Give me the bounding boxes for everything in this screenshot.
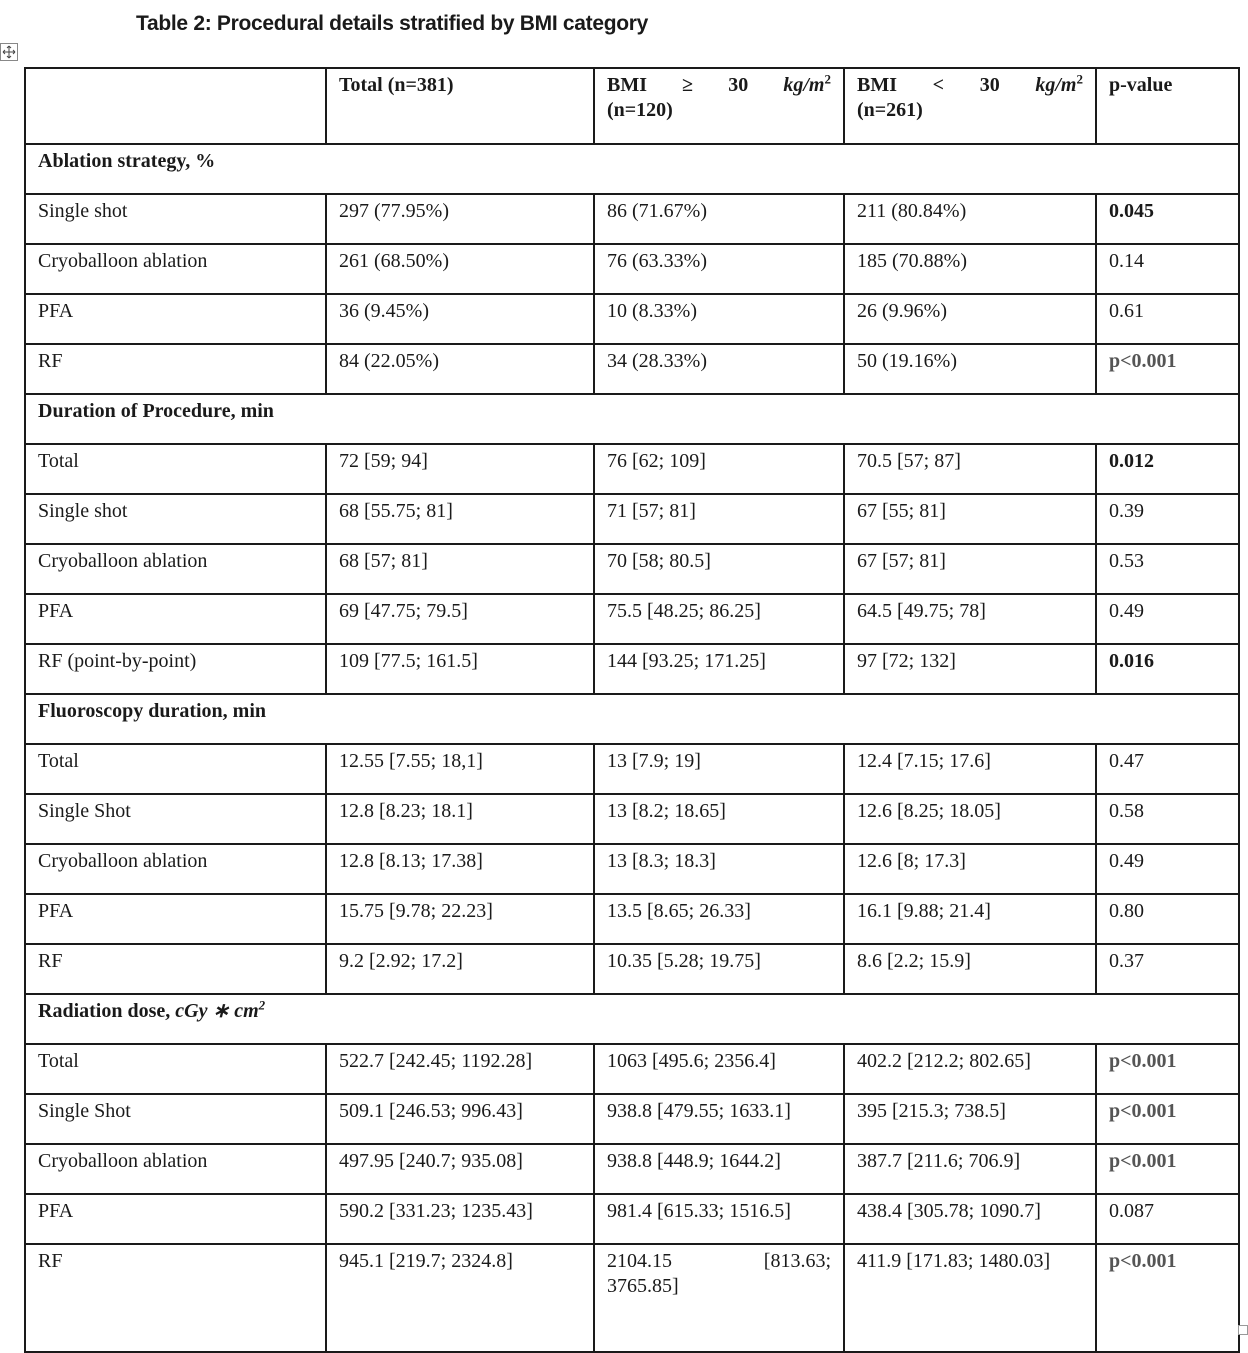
cell-bmi-low: 395 [215.3; 738.5] xyxy=(844,1094,1096,1144)
table-row xyxy=(25,894,1239,944)
table-row xyxy=(25,1094,1239,1144)
section-title: Radiation dose, cGy ∗ $cm^2$ xyxy=(25,994,1239,1044)
section-row xyxy=(25,694,1239,744)
table-resize-handle[interactable] xyxy=(1238,1325,1248,1335)
section-title: Ablation strategy, % xyxy=(25,144,1239,194)
row-label: PFA xyxy=(25,594,326,644)
cell-total: 12.55 [7.55; 18,1] xyxy=(326,744,594,794)
section-row xyxy=(25,994,1239,1044)
table-row xyxy=(25,244,1239,294)
table-header-row xyxy=(25,68,1239,144)
cell-bmi-low: 185 (70.88%) xyxy=(844,244,1096,294)
cell-bmi-low: 411.9 [171.83; 1480.03] xyxy=(844,1244,1096,1352)
cell-total: 522.7 [242.45; 1192.28] xyxy=(326,1044,594,1094)
cell-total: 261 (68.50%) xyxy=(326,244,594,294)
header-pvalue: p-value xyxy=(1096,68,1239,144)
cell-bmi-low: 402.2 [212.2; 802.65] xyxy=(844,1044,1096,1094)
cell-total: 84 (22.05%) xyxy=(326,344,594,394)
cell-bmi-high: 10 (8.33%) xyxy=(594,294,844,344)
cell-total: 72 [59; 94] xyxy=(326,444,594,494)
cell-pvalue: 0.37 xyxy=(1096,944,1239,994)
cell-bmi-low: 438.4 [305.78; 1090.7] xyxy=(844,1194,1096,1244)
cell-bmi-low: 387.7 [211.6; 706.9] xyxy=(844,1144,1096,1194)
cell-bmi-high: 2104.15 [813.63; 3765.85] xyxy=(594,1244,844,1352)
table-move-handle-icon[interactable] xyxy=(0,43,18,61)
cell-total: 69 [47.75; 79.5] xyxy=(326,594,594,644)
cell-total: 590.2 [331.23; 1235.43] xyxy=(326,1194,594,1244)
cell-pvalue: p<0.001 xyxy=(1096,344,1239,394)
cell-pvalue: 0.39 xyxy=(1096,494,1239,544)
cell-bmi-high: 86 (71.67%) xyxy=(594,194,844,244)
row-label: Cryoballoon ablation xyxy=(25,844,326,894)
cell-bmi-high: 938.8 [448.9; 1644.2] xyxy=(594,1144,844,1194)
header-empty-cell xyxy=(25,68,326,144)
cell-total: 945.1 [219.7; 2324.8] xyxy=(326,1244,594,1352)
row-label: Single shot xyxy=(25,194,326,244)
table-row xyxy=(25,294,1239,344)
table-row xyxy=(25,594,1239,644)
table-row xyxy=(25,1244,1239,1352)
cell-total: 509.1 [246.53; 996.43] xyxy=(326,1094,594,1144)
cell-bmi-high: 10.35 [5.28; 19.75] xyxy=(594,944,844,994)
row-label: PFA xyxy=(25,1194,326,1244)
row-label: Single Shot xyxy=(25,1094,326,1144)
cell-bmi-high: 144 [93.25; 171.25] xyxy=(594,644,844,694)
cell-bmi-high: 13.5 [8.65; 26.33] xyxy=(594,894,844,944)
cell-bmi-low: 64.5 [49.75; 78] xyxy=(844,594,1096,644)
cell-total: 12.8 [8.23; 18.1] xyxy=(326,794,594,844)
cell-bmi-low: 211 (80.84%) xyxy=(844,194,1096,244)
row-label: Cryoballoon ablation xyxy=(25,1144,326,1194)
cell-bmi-low: 67 [57; 81] xyxy=(844,544,1096,594)
cell-total: 15.75 [9.78; 22.23] xyxy=(326,894,594,944)
cell-bmi-high: 76 (63.33%) xyxy=(594,244,844,294)
table-row xyxy=(25,1194,1239,1244)
table-row xyxy=(25,644,1239,694)
cell-pvalue: 0.58 xyxy=(1096,794,1239,844)
cell-bmi-high: 75.5 [48.25; 86.25] xyxy=(594,594,844,644)
cell-bmi-high: 71 [57; 81] xyxy=(594,494,844,544)
table-row xyxy=(25,494,1239,544)
row-label: PFA xyxy=(25,294,326,344)
cell-total: 297 (77.95%) xyxy=(326,194,594,244)
table-row xyxy=(25,844,1239,894)
row-label: RF xyxy=(25,344,326,394)
cell-pvalue: 0.49 xyxy=(1096,594,1239,644)
section-row xyxy=(25,144,1239,194)
section-row xyxy=(25,394,1239,444)
cell-bmi-low: 12.4 [7.15; 17.6] xyxy=(844,744,1096,794)
cell-bmi-low: 70.5 [57; 87] xyxy=(844,444,1096,494)
table-row xyxy=(25,1044,1239,1094)
cell-bmi-high: 1063 [495.6; 2356.4] xyxy=(594,1044,844,1094)
cell-bmi-low: 97 [72; 132] xyxy=(844,644,1096,694)
cell-total: 12.8 [8.13; 17.38] xyxy=(326,844,594,894)
row-label: Total xyxy=(25,1044,326,1094)
cell-bmi-high: 13 [7.9; 19] xyxy=(594,744,844,794)
row-label: Total xyxy=(25,744,326,794)
cell-pvalue: 0.087 xyxy=(1096,1194,1239,1244)
cell-bmi-low: 50 (19.16%) xyxy=(844,344,1096,394)
cell-pvalue: 0.61 xyxy=(1096,294,1239,344)
cell-bmi-low: 26 (9.96%) xyxy=(844,294,1096,344)
cell-bmi-high: 981.4 [615.33; 1516.5] xyxy=(594,1194,844,1244)
cell-pvalue: 0.53 xyxy=(1096,544,1239,594)
cell-bmi-high: 938.8 [479.55; 1633.1] xyxy=(594,1094,844,1144)
table-row xyxy=(25,744,1239,794)
cell-pvalue: 0.016 xyxy=(1096,644,1239,694)
header-bmi-high: BMI ≥ 30 $kg/m^2$ (n=120) xyxy=(594,68,844,144)
section-title: Fluoroscopy duration, min xyxy=(25,694,1239,744)
section-title: Duration of Procedure, min xyxy=(25,394,1239,444)
cell-pvalue: 0.49 xyxy=(1096,844,1239,894)
cell-pvalue: p<0.001 xyxy=(1096,1094,1239,1144)
cell-pvalue: 0.012 xyxy=(1096,444,1239,494)
cell-total: 68 [55.75; 81] xyxy=(326,494,594,544)
cell-pvalue: p<0.001 xyxy=(1096,1044,1239,1094)
cell-total: 497.95 [240.7; 935.08] xyxy=(326,1144,594,1194)
row-label: RF (point-by-point) xyxy=(25,644,326,694)
table-row xyxy=(25,544,1239,594)
cell-bmi-low: 67 [55; 81] xyxy=(844,494,1096,544)
cell-bmi-high: 76 [62; 109] xyxy=(594,444,844,494)
cell-total: 109 [77.5; 161.5] xyxy=(326,644,594,694)
table-row xyxy=(25,444,1239,494)
cell-bmi-low: 12.6 [8; 17.3] xyxy=(844,844,1096,894)
cell-bmi-high: 70 [58; 80.5] xyxy=(594,544,844,594)
row-label: Cryoballoon ablation xyxy=(25,244,326,294)
cell-total: 68 [57; 81] xyxy=(326,544,594,594)
procedural-details-table xyxy=(24,67,1240,1353)
cell-pvalue: 0.045 xyxy=(1096,194,1239,244)
cell-pvalue: 0.14 xyxy=(1096,244,1239,294)
cell-total: 9.2 [2.92; 17.2] xyxy=(326,944,594,994)
cell-bmi-high: 34 (28.33%) xyxy=(594,344,844,394)
cell-total: 36 (9.45%) xyxy=(326,294,594,344)
row-label: Single shot xyxy=(25,494,326,544)
cell-pvalue: 0.80 xyxy=(1096,894,1239,944)
row-label: RF xyxy=(25,944,326,994)
cell-pvalue: p<0.001 xyxy=(1096,1244,1239,1352)
cell-bmi-high: 13 [8.2; 18.65] xyxy=(594,794,844,844)
row-label: Single Shot xyxy=(25,794,326,844)
row-label: PFA xyxy=(25,894,326,944)
cell-bmi-high: 13 [8.3; 18.3] xyxy=(594,844,844,894)
cell-pvalue: p<0.001 xyxy=(1096,1144,1239,1194)
table-row xyxy=(25,944,1239,994)
cell-bmi-low: 12.6 [8.25; 18.05] xyxy=(844,794,1096,844)
row-label: Cryoballoon ablation xyxy=(25,544,326,594)
table-row xyxy=(25,794,1239,844)
row-label: Total xyxy=(25,444,326,494)
cell-bmi-low: 8.6 [2.2; 15.9] xyxy=(844,944,1096,994)
table-row xyxy=(25,1144,1239,1194)
header-total: Total (n=381) xyxy=(326,68,594,144)
table-title: Table 2: Procedural details stratified by BMI category xyxy=(136,12,649,35)
row-label: RF xyxy=(25,1244,326,1352)
cell-bmi-low: 16.1 [9.88; 21.4] xyxy=(844,894,1096,944)
table-row xyxy=(25,194,1239,244)
table-row xyxy=(25,344,1239,394)
header-bmi-low: BMI < 30 $kg/m^2$ (n=261) xyxy=(844,68,1096,144)
cell-pvalue: 0.47 xyxy=(1096,744,1239,794)
